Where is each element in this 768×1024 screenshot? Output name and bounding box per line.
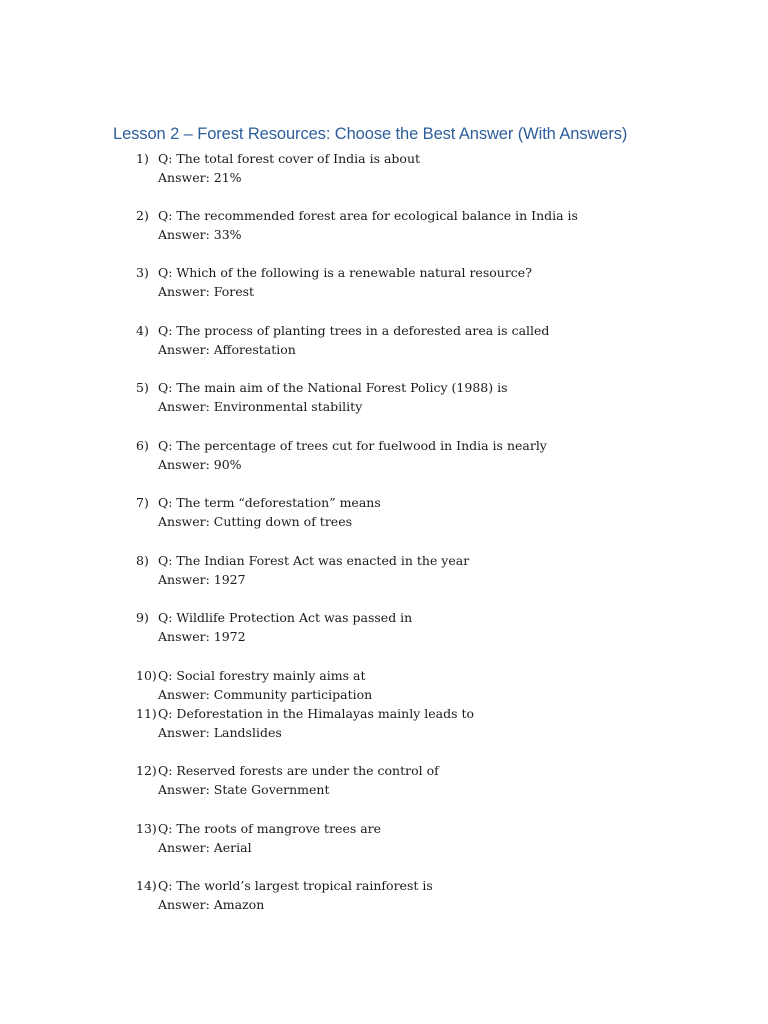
answer-text: Answer: Cutting down of trees bbox=[158, 514, 353, 529]
question-text: Q: The term “deforestation” means bbox=[158, 495, 381, 510]
answer-text: Answer: Afforestation bbox=[158, 342, 296, 357]
question-text: Q: The roots of mangrove trees are bbox=[158, 821, 382, 836]
answer-text: Answer: Amazon bbox=[158, 897, 265, 912]
question-text: Q: The Indian Forest Act was enacted in the year bbox=[158, 553, 470, 568]
page-title: Lesson 2 – Forest Resources: Choose the Best Answer (With Answers) bbox=[113, 125, 628, 143]
question-text: Q: Deforestation in the Himalayas mainly leads to bbox=[158, 706, 475, 721]
question-text: Q: The main aim of the National Forest Policy (1988) is bbox=[158, 380, 508, 395]
question-text: Q: The world’s largest tropical rainforest is bbox=[158, 878, 433, 893]
question-number: 6) bbox=[136, 438, 149, 453]
question-text: Q: The percentage of trees cut for fuelwood in India is nearly bbox=[158, 438, 547, 453]
answer-text: Answer: State Government bbox=[158, 782, 330, 797]
question-number: 3) bbox=[136, 265, 149, 280]
question-number: 10) bbox=[136, 668, 157, 683]
answer-text: Answer: Landslides bbox=[158, 725, 282, 740]
question-text: Q: Social forestry mainly aims at bbox=[158, 668, 366, 683]
question-number: 9) bbox=[136, 610, 149, 625]
question-number: 11) bbox=[136, 706, 157, 721]
question-text: Q: Wildlife Protection Act was passed in bbox=[158, 610, 413, 625]
question-text: Q: Which of the following is a renewable natural resource? bbox=[158, 265, 532, 280]
question-number: 8) bbox=[136, 553, 149, 568]
answer-text: Answer: 90% bbox=[158, 457, 242, 472]
question-number: 4) bbox=[136, 323, 149, 338]
answer-text: Answer: Forest bbox=[158, 284, 255, 299]
question-text: Q: The process of planting trees in a deforested area is called bbox=[158, 323, 550, 338]
answer-text: Answer: Aerial bbox=[158, 840, 252, 855]
question-number: 12) bbox=[136, 763, 157, 778]
question-number: 14) bbox=[136, 878, 157, 893]
answer-text: Answer: Environmental stability bbox=[158, 399, 363, 414]
question-text: Q: The total forest cover of India is about bbox=[158, 151, 421, 166]
question-text: Q: The recommended forest area for ecological balance in India is bbox=[158, 208, 578, 223]
question-number: 2) bbox=[136, 208, 149, 223]
question-number: 7) bbox=[136, 495, 149, 510]
question-number: 1) bbox=[136, 151, 149, 166]
answer-text: Answer: 21% bbox=[158, 170, 242, 185]
question-number: 13) bbox=[136, 821, 157, 836]
answer-text: Answer: 33% bbox=[158, 227, 242, 242]
question-number: 5) bbox=[136, 380, 149, 395]
answer-text: Answer: Community participation bbox=[158, 687, 373, 702]
answer-text: Answer: 1927 bbox=[158, 572, 246, 587]
question-text: Q: Reserved forests are under the control of bbox=[158, 763, 439, 778]
answer-text: Answer: 1972 bbox=[158, 629, 246, 644]
